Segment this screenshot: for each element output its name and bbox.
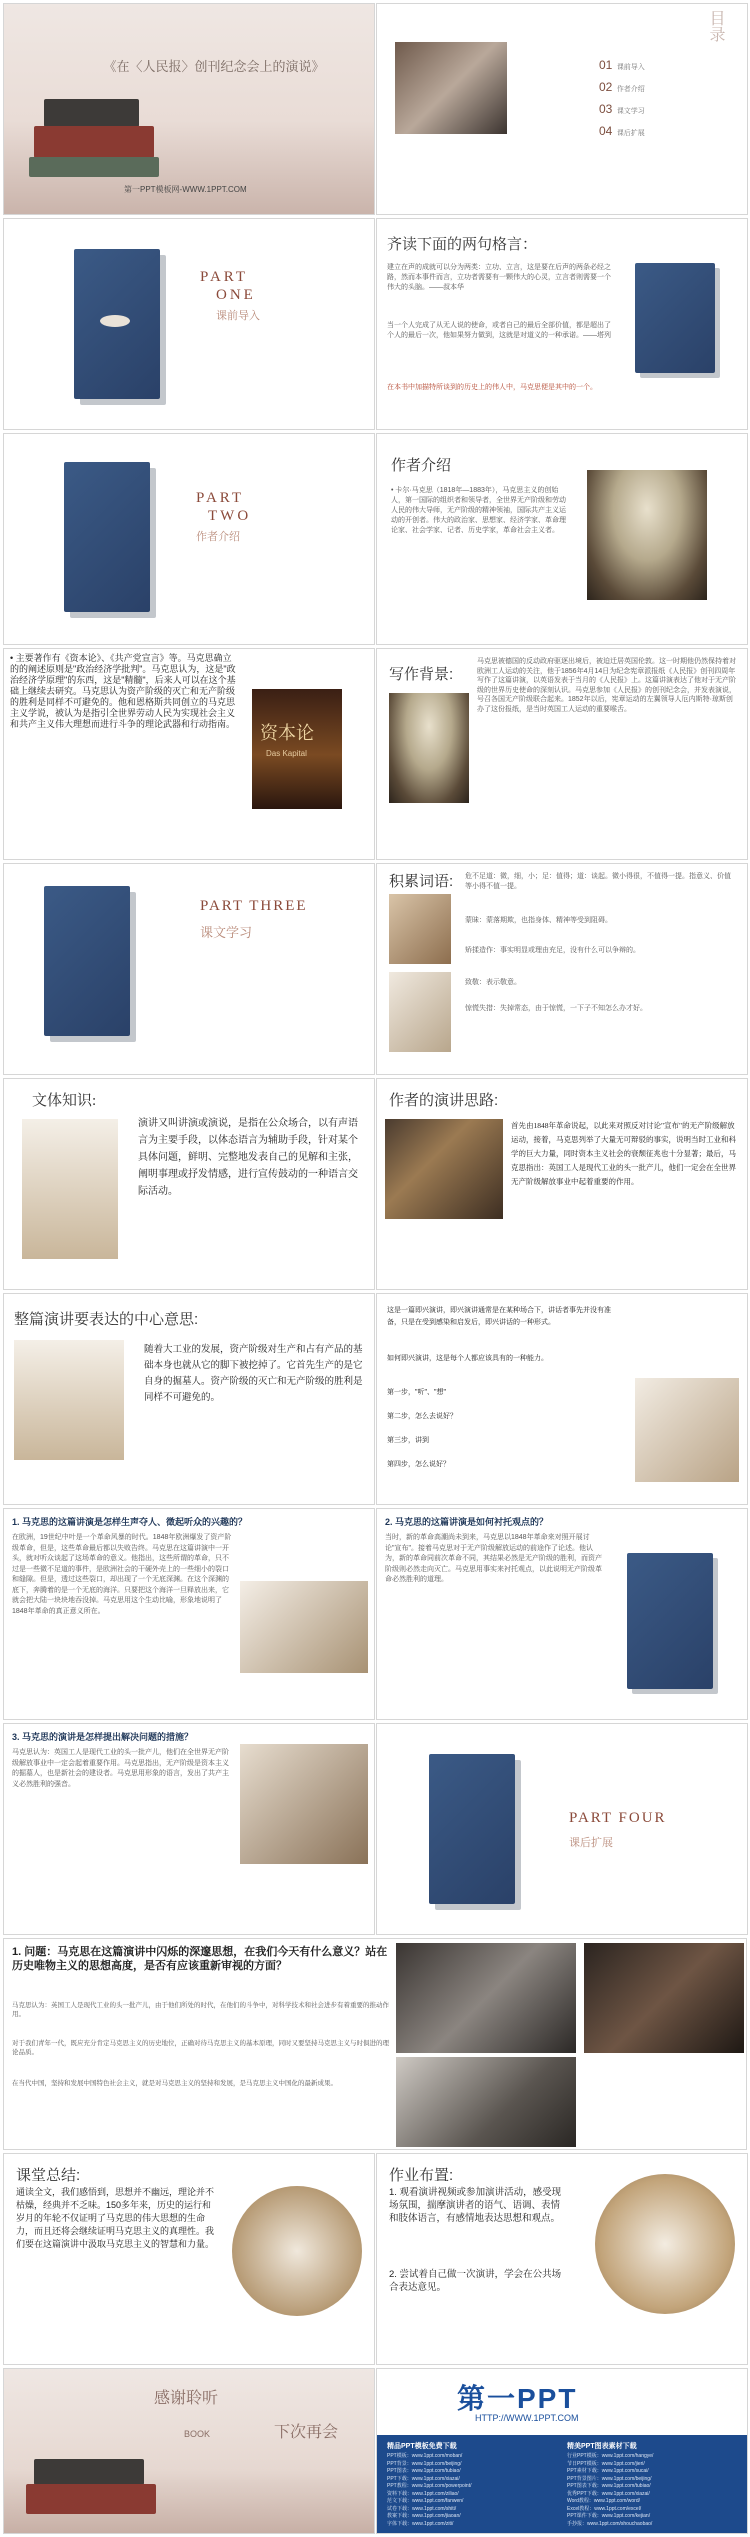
slide-part-three: PART THREE 课文学习 — [3, 863, 375, 1075]
slide-thanks: 感谢聆听 BOOK 下次再会 — [3, 2368, 375, 2534]
slide-title: 积累词语: — [389, 873, 454, 890]
book-image — [44, 99, 139, 127]
cover-title: 《在〈人民报〉创刊纪念会上的演说》 — [103, 59, 325, 74]
slide-title: 作者介绍 — [391, 457, 452, 474]
round-photo — [595, 2174, 735, 2314]
slide-vocab: 积累词语: 危不足道：微，细，小；足：值得；道：谈起。微小得很，不值得一提。指意义、价值等小得不值一提。 蒙昧：蒙落期欺，也指身体、精神等受到阻碍。 矫揉造作：事实明显或理由充足，没有什么可以争辩的。 致敬：表示敬意。 惊慌失措：失掉常态，由于惊慌，一下子不知怎么办才好。 — [376, 863, 748, 1075]
historic-photo — [584, 1943, 744, 2053]
slide-title: 齐读下面的两句格言： — [387, 236, 538, 253]
slide-q3: 3. 马克思的演讲是怎样提出解决问题的措施？ 马克思认为：英国工人是现代工业的头一批产儿，他们在全世界无产阶级解放事业中一定会起着重要作用。马克思指出，无产阶级是资本主义的掘墓人，也是新社会的建设者。马克思用形象的语言，发出了共产主义必然胜利的强音。 — [3, 1723, 375, 1935]
slide-genre: 文体知识: 演讲又叫讲演或演说，是指在公众场合，以有声语言为主要手段，以体态语言为辅助手段，针对某个具体问题，鲜明、完整地发表自己的见解和主张，阐明事理或抒发情感，进行宣传鼓动的一种语言交际活动。 — [3, 1078, 375, 1290]
book-image — [635, 263, 715, 373]
slide-discussion: 1. 问题：马克思在这篇演讲中闪烁的深邃思想，在我们今天有什么意义？站在历史唯物主义的思想高度，是否有应该重新审视的方面？ 马克思认为：英国工人是现代工业的头一批产儿，由于他们所处的时代，在他们的斗争中，对科学技术和社会进步有着重要的推动作用。 对于我们青年一代，既应充分肯定马克思主义的历史地位，正确对待马克思主义的基本原理，同时又要坚持马克思主义与时俱进的理论品质。 在当代中国，坚持和发展中国特色社会主义，就是对马克思主义的坚持和发展，是马克思主义中国化的最新成果。 — [3, 1938, 747, 2150]
cover-footer: 第一PPT模板网-WWW.1PPT.COM — [124, 185, 247, 194]
toc-item[interactable]: 02 作者介绍 — [599, 80, 645, 94]
toc-logo: 目录 — [707, 10, 724, 42]
part-label: PART — [200, 269, 249, 285]
portrait-photo — [587, 470, 707, 600]
toc-item[interactable]: 04 课后扩展 — [599, 124, 645, 138]
slide-central-idea: 整篇演讲要表达的中心意思: 随着大工业的发展，资产阶级对生产和占有产品的基础本身也就从它的脚下被挖掉了。它首先生产的是它自身的掘墓人。资产阶级的灭亡和无产阶级的胜利是同样不可避免的。 — [3, 1293, 375, 1505]
round-photo — [232, 2186, 362, 2316]
vocab-photo-1 — [389, 894, 451, 964]
decor-photo — [22, 1119, 118, 1259]
link-list-1: PPT模板：www.1ppt.com/moban/ PPT背景：www.1ppt.com/beijing/ PPT图表：www.1ppt.com/tubiao/ PPT下载：www.1ppt.com/xiazai/ PPT教程：www.1ppt.com/powerpoint/ 资料下载：www.1ppt.com/ziliao/ 范文下载：www.1ppt.com/fanwen/ 试卷下载：www.1ppt.com/shiti/ 教案下载：www.1ppt.com/jiaoan/ 字体下载：www.1ppt.com/ziti/ — [387, 2453, 472, 2527]
slide-part-two: PART TWO 作者介绍 — [3, 433, 375, 645]
slide-background: 写作背景: 马克思被德国的反动政府驱逐出境后，被迫迁居英国伦敦。这一时期他仍然保持着对欧洲工人运动的关注，他于1856年4月14日为纪念宪章派报纸《人民报》创刊四周年写作了这篇讲演，以英语发表于当月的《人民报》上。这篇讲演表达了他对于无产阶级的世界历史使命的深刻认识。马克思参加《人民报》的创刊纪念会，并发表演说，号召各国无产阶级联合起来。1852年以后，宪章运动的左翼领导人厄内斯特·琼斯创办了这份报纸，是当时英国工人运动的重要喉舌。 — [376, 648, 748, 860]
crowd-photo — [396, 1943, 576, 2053]
book-photo — [240, 1581, 368, 1673]
slide-ad: 第一PPT HTTP://WWW.1PPT.COM 精品PPT模板免费下载 精美PPT图表素材下载 PPT模板：www.1ppt.com/moban/ PPT背景：www.1ppt.com/beijing/ PPT图表：www.1ppt.com/tubiao/ PPT下载：www.1ppt.com/xiazai/ PPT教程：www.1ppt.com/powerpoint/ 资料下载：www.1ppt.com/ziliao/ 范文下载：www.1ppt.com/fanwen/ 试卷下载：www.1ppt.com/shiti/ 教案下载：www.1ppt.com/jiaoan/ 字体下载：www.1ppt.com/ziti/ 行业PPT模板：www.1ppt.com/hangye/ 节日PPT模板：www.1ppt.com/jieri/ PPT素材下载：www.1ppt.com/sucai/ PPT背景图片：www.1ppt.com/beijing/ PPT图表下载：www.1ppt.com/tubiao/ 优秀PPT下载：www.1ppt.com/xiazai/ Word教程：www.1ppt.com/word/ Excel教程：www.1ppt.com/excel/ PPT课件下载：www.1ppt.com/kejian/ 手抄报：www.1ppt.com/shouchaobao/ — [376, 2368, 748, 2534]
toc-photo — [395, 42, 507, 134]
slide-speech-flow: 作者的演讲思路: 首先由1848年革命说起，以此来对照反对讨论"宣布"的无产阶级解放运动，接着，马克思列举了大量无可辩驳的事实，说明当时工业和科学的巨大力量，同时资本主义社会的衰颓征兆也十分显著；最后，马克思指出：英国工人是现代工业的头一批产儿，他们一定会在全世界无产阶级解放事业中起着重要的作用。 — [376, 1078, 748, 1290]
link-list-2: 行业PPT模板：www.1ppt.com/hangye/ 节日PPT模板：www.1ppt.com/jieri/ PPT素材下载：www.1ppt.com/sucai/ PPT背景图片：www.1ppt.com/beijing/ PPT图表下载：www.1ppt.com/tubiao/ 优秀PPT下载：www.1ppt.com/xiazai/ Word教程：www.1ppt.com/word/ Excel教程：www.1ppt.com/excel/ PPT课件下载：www.1ppt.com/kejian/ 手抄报：www.1ppt.com/shouchaobao/ — [567, 2453, 654, 2527]
slide-q2: 2. 马克思的这篇讲演是如何衬托观点的？ 当时，新的革命高潮尚未到来，马克思以1848年革命来对照开展讨论"宣布"。接着马克思对于无产阶级解放运动的前途作了论述。他认为，新的革命同前次革命不同，其结果必然是无产阶级的胜利，而资产阶级则必然走向灭亡。马克思用事实来衬托观点，以此说明无产阶级革命必然胜利的道理。 — [376, 1508, 748, 1720]
slide-mottos: 齐读下面的两句格言： 建立在声的成就可以分为两类：立功、立言，这是要在后声的两条必经之路，然而本事件而言，立功者需要有一颗伟大的心灵，立言者则需要一个伟大的头脑。——叔本华 当一个人完成了从无人说的使命，或者自己的最后全部价值，都是超出了个人的最后一次，他如果努力做到，这就是对道义的一种承诺。——塔列 在本书中加描特所谈到的历史上的伟人中，马克思便是其中的一个。 — [376, 218, 748, 430]
slide-cover — [3, 3, 375, 215]
part-number: ONE — [216, 287, 256, 303]
slide-summary: 课堂总结: 通读全文，我们感悟到，思想并不幽远，理论并不枯燥，经典并不乏味。150多年来，历史的运行和岁月的年轮不仅证明了马克思的伟大思想的生命力，而且还将会继续证明马克思主义的真理性。我们要在这篇演讲中汲取马克思主义的智慧和力量。 — [3, 2153, 375, 2365]
portrait-photo — [389, 693, 469, 803]
slide-part-four: PART FOUR 课后扩展 — [376, 1723, 748, 1935]
book-image — [627, 1553, 713, 1689]
brand-logo: 第一PPT — [457, 2383, 578, 2414]
slide-works: • 主要著作有《资本论》、《共产党宣言》等。马克思确立的的阐述原则是"政治经济学批判"。马克思认为，这是"政治经济学原理"的东西，这是"精髓"，后来人可以在这个基础上继续去研究。马克思认为资产阶级的灭亡和无产阶级的胜利是同样不可避免的。他和恩格斯共同创立的马克思主义学说，被认为是指引全世界劳动人民为实现社会主义和共产主义伟大理想而进行斗争的理论武器和行动指南。 资本论 Das Kapital — [3, 648, 375, 860]
toc-item[interactable]: 01 课前导入 — [599, 58, 645, 72]
vocab-photo-2 — [389, 972, 451, 1052]
decor-photo — [14, 1340, 124, 1460]
slide-title: 写作背景: — [389, 666, 454, 683]
part-subtitle: 课前导入 — [216, 310, 260, 322]
slide-q1: 1. 马克思的这篇讲演是怎样生声夺人、徵起听众的兴趣的？ 在欧洲，19世纪中叶是一个革命风暴的时代。1848年欧洲爆发了资产阶级革命，但是，这些革命最后都以失败告终。马克思在这篇讲演中一开头，就对听众谈起了这场革命的意义。他指出，这些所谓的革命，只不过是一些微不足道的事件，是欧洲社会的干硬外壳上的一些细小的裂口和缝隙。但是，透过这些裂口，却出现了一个无底深渊。在这个深渊的底下，奔腾着的是一个无底的海洋。只要把这个海洋一旦释放出来，它就会把大陆一块块地吞没掉。马克思用这个生动比喻，形象地说明了1848年革命的真正意义所在。 — [3, 1508, 375, 1720]
slide-title: 整篇演讲要表达的中心意思: — [14, 1311, 199, 1328]
slide-title: 课堂总结: — [16, 2167, 81, 2184]
slide-title: 作者的演讲思路: — [389, 1092, 499, 1109]
march-photo — [396, 2057, 576, 2147]
slide-author: 作者介绍 • 卡尔·马克思（1818年—1883年），马克思主义的创始人，第一国际的组织者和领导者，全世界无产阶级和劳动人民的伟大导师，无产阶级的精神领袖，国际共产主义运动的开创者。伟大的政治家、思想家、经济学家、革命理论家、社会学家、记者、历史学家，革命社会主义者。 — [376, 433, 748, 645]
toc-item[interactable]: 03 课文学习 — [599, 102, 645, 116]
book-image — [429, 1754, 515, 1904]
slide-part-one — [3, 218, 375, 430]
book-image — [44, 886, 130, 1036]
book-cover-image: 资本论 Das Kapital — [252, 689, 342, 809]
slide-title: 文体知识: — [32, 1093, 97, 1109]
slide-impromptu: 这是一篇即兴演讲，即兴演讲通常是在某种场合下，讲话者事先并没有准备，只是在受到感染和启发后，即兴讲话的一种形式。 如何即兴演讲，这是每个人都应该具有的一种能力。 第一步，"听"、"想" 第二步，怎么去说好？ 第三步，讲到 第四步，怎么说好？ — [376, 1293, 748, 1505]
toc-list — [599, 56, 645, 144]
decor-photo — [240, 1744, 368, 1864]
painting-image — [385, 1119, 503, 1219]
book-image — [64, 462, 150, 612]
slide-title: 作业布置: — [389, 2167, 454, 2184]
slide-homework: 作业布置: 1. 观看演讲视频或参加演讲活动，感受现场氛围，揣摩演讲者的语气、语调、表情和肢体语言，有感情地表达思想和观点。 2. 尝试着自己做一次演讲，学会在公共场合表达意见。 — [376, 2153, 748, 2365]
decor-photo — [635, 1378, 739, 1482]
slide-toc — [376, 3, 748, 215]
